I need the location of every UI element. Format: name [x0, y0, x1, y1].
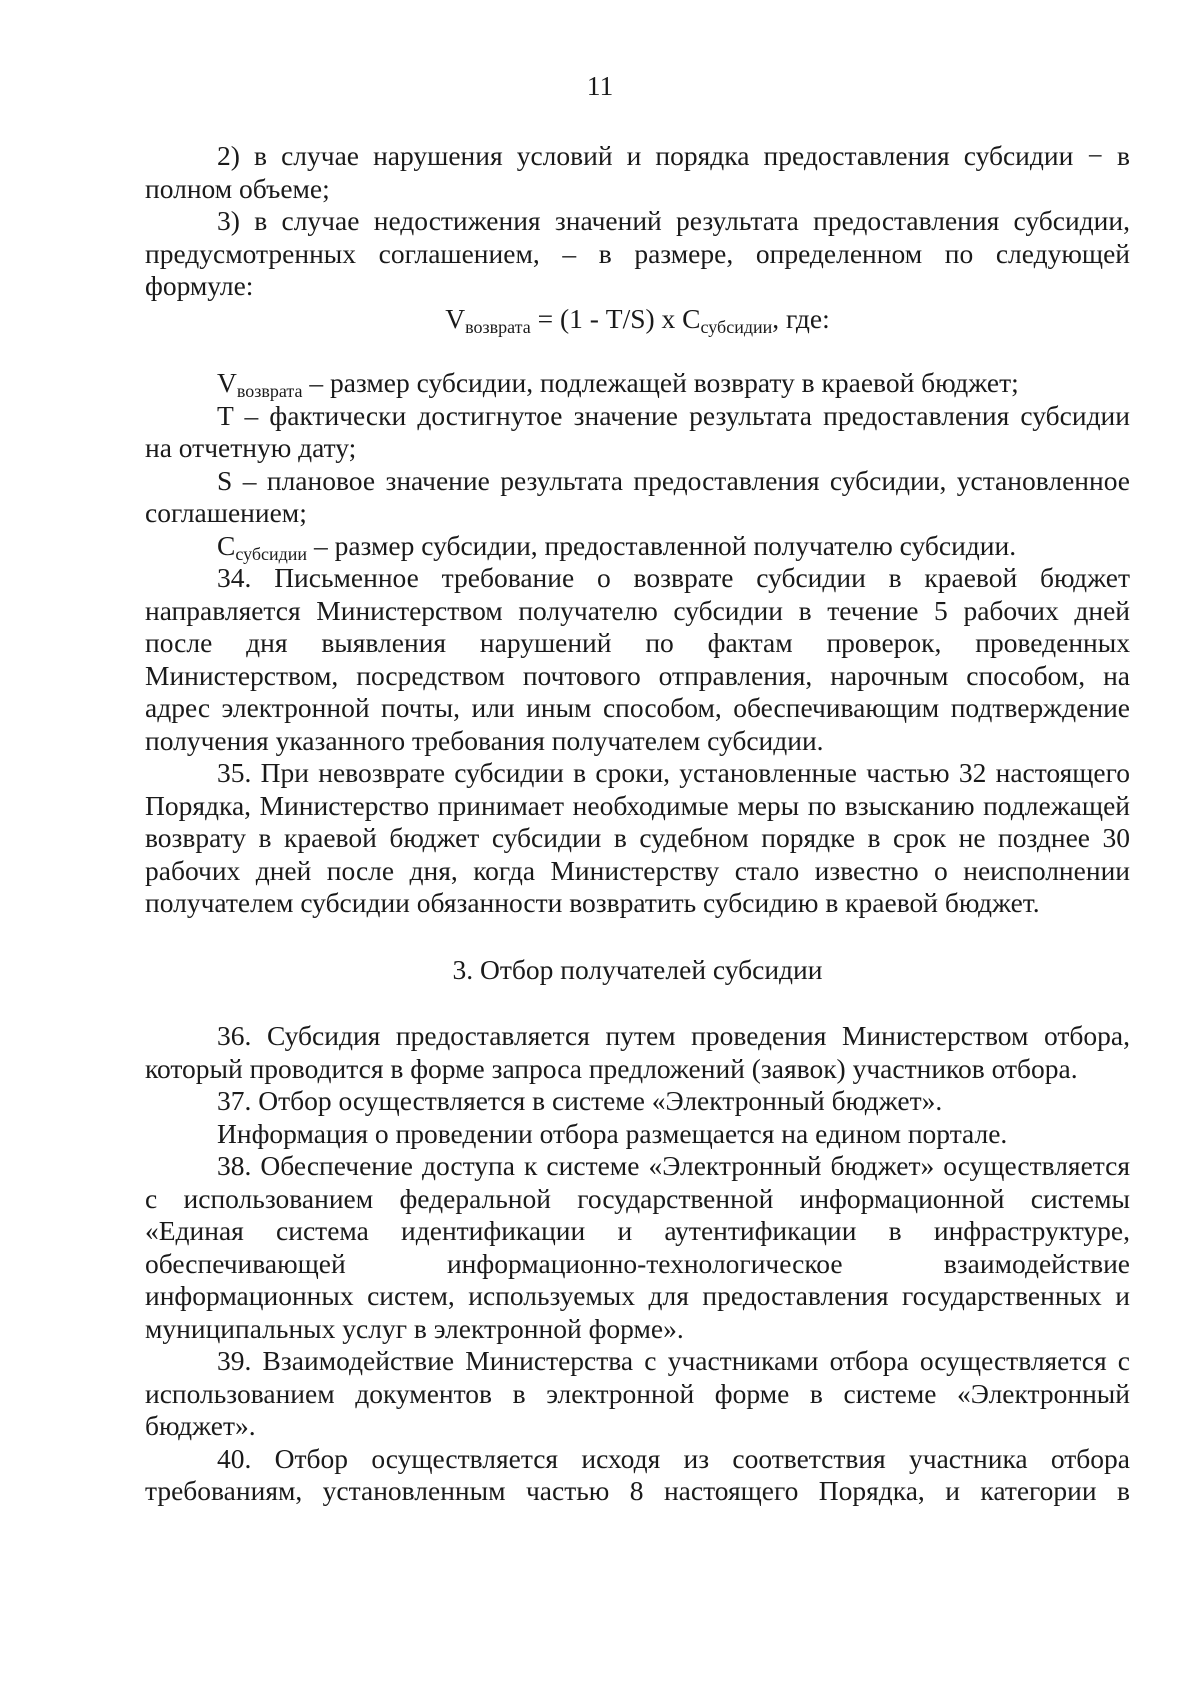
document-body — [145, 140, 1130, 1508]
paragraph-39: 39. Взаимодействие Министерства с участниками отбора осуществляется с использованием документов в электронной форме в системе «Электронный бюджет». — [145, 1345, 1130, 1441]
paragraph-37-info: Информация о проведении отбора размещается на едином портале. — [217, 1117, 1008, 1149]
return-formula: $V_{возврата} = (1 - T/S)$ x $C_{субсидии}$, где: — [445, 302, 830, 337]
paragraph-40: 40. Отбор осуществляется исходя из соответствия участника отбора требованиям, установленным частью 8 настоящего Порядка, и категории в — [145, 1442, 1130, 1506]
definition-t: T – фактически достигнутое значение результата предоставления субсидии на отчетную дату; — [145, 399, 1130, 463]
section-heading: 3. Отбор получателей субсидии — [452, 953, 823, 985]
page-number: 11 — [586, 70, 614, 101]
paragraph-34: 34. Письменное требование о возврате субсидии в краевой бюджет направляется Министерством получателю субсидии в течение 5 рабочих дней после дня выявления нарушений по фактам проверок, проведенных Министерством, посредством почтового отправления, нарочным способом, на адрес электронной почты, или иным способом, обеспечивающим подтверждение получения указанного требования получателем субсидии. — [145, 562, 1130, 756]
paragraph-36: 36. Субсидия предоставляется путем проведения Министерством отбора, который проводится в форме запроса предложений (заявок) участников отбора. — [145, 1020, 1130, 1084]
paragraph-35: 35. При невозврате субсидии в сроки, установленные частью 32 настоящего Порядка, Министерство принимает необходимые меры по взысканию подлежащей возврату в краевой бюджет субсидии в судебном порядке в срок не позднее 30 рабочих дней после дня, когда Министерству стало известно о неисполнении получателем субсидии обязанности возвратить субсидию в краевой бюджет. — [145, 757, 1130, 918]
paragraph-item-2: 2) в случае нарушения условий и порядка предоставления субсидии − в полном объеме; — [145, 140, 1130, 204]
paragraph-item-3: 3) в случае недостижения значений результата предоставления субсидии, предусмотренных соглашением, – в размере, определенном по следующей формуле: — [145, 205, 1130, 301]
paragraph-38: 38. Обеспечение доступа к системе «Электронный бюджет» осуществляется с использованием федеральной государственной информационной системы «Единая система идентификации и аутентификации в инфраструктуре, обеспечивающей информационно-технологическое взаимодействие информационных систем, используемых для предоставления государственных и муниципальных услуг в электронной форме». — [145, 1150, 1130, 1344]
definition-s: S – плановое значение результата предоставления субсидии, установленное соглашением; — [145, 464, 1130, 528]
definition-c: $C_{субсидии}$ – размер субсидии, предоставленной получателю субсидии. — [217, 529, 1017, 564]
definition-v: $V_{возврата}$ – размер субсидии, подлежащей возврату в краевой бюджет; — [217, 367, 1019, 401]
paragraph-37: 37. Отбор осуществляется в системе «Электронный бюджет». — [217, 1085, 943, 1116]
